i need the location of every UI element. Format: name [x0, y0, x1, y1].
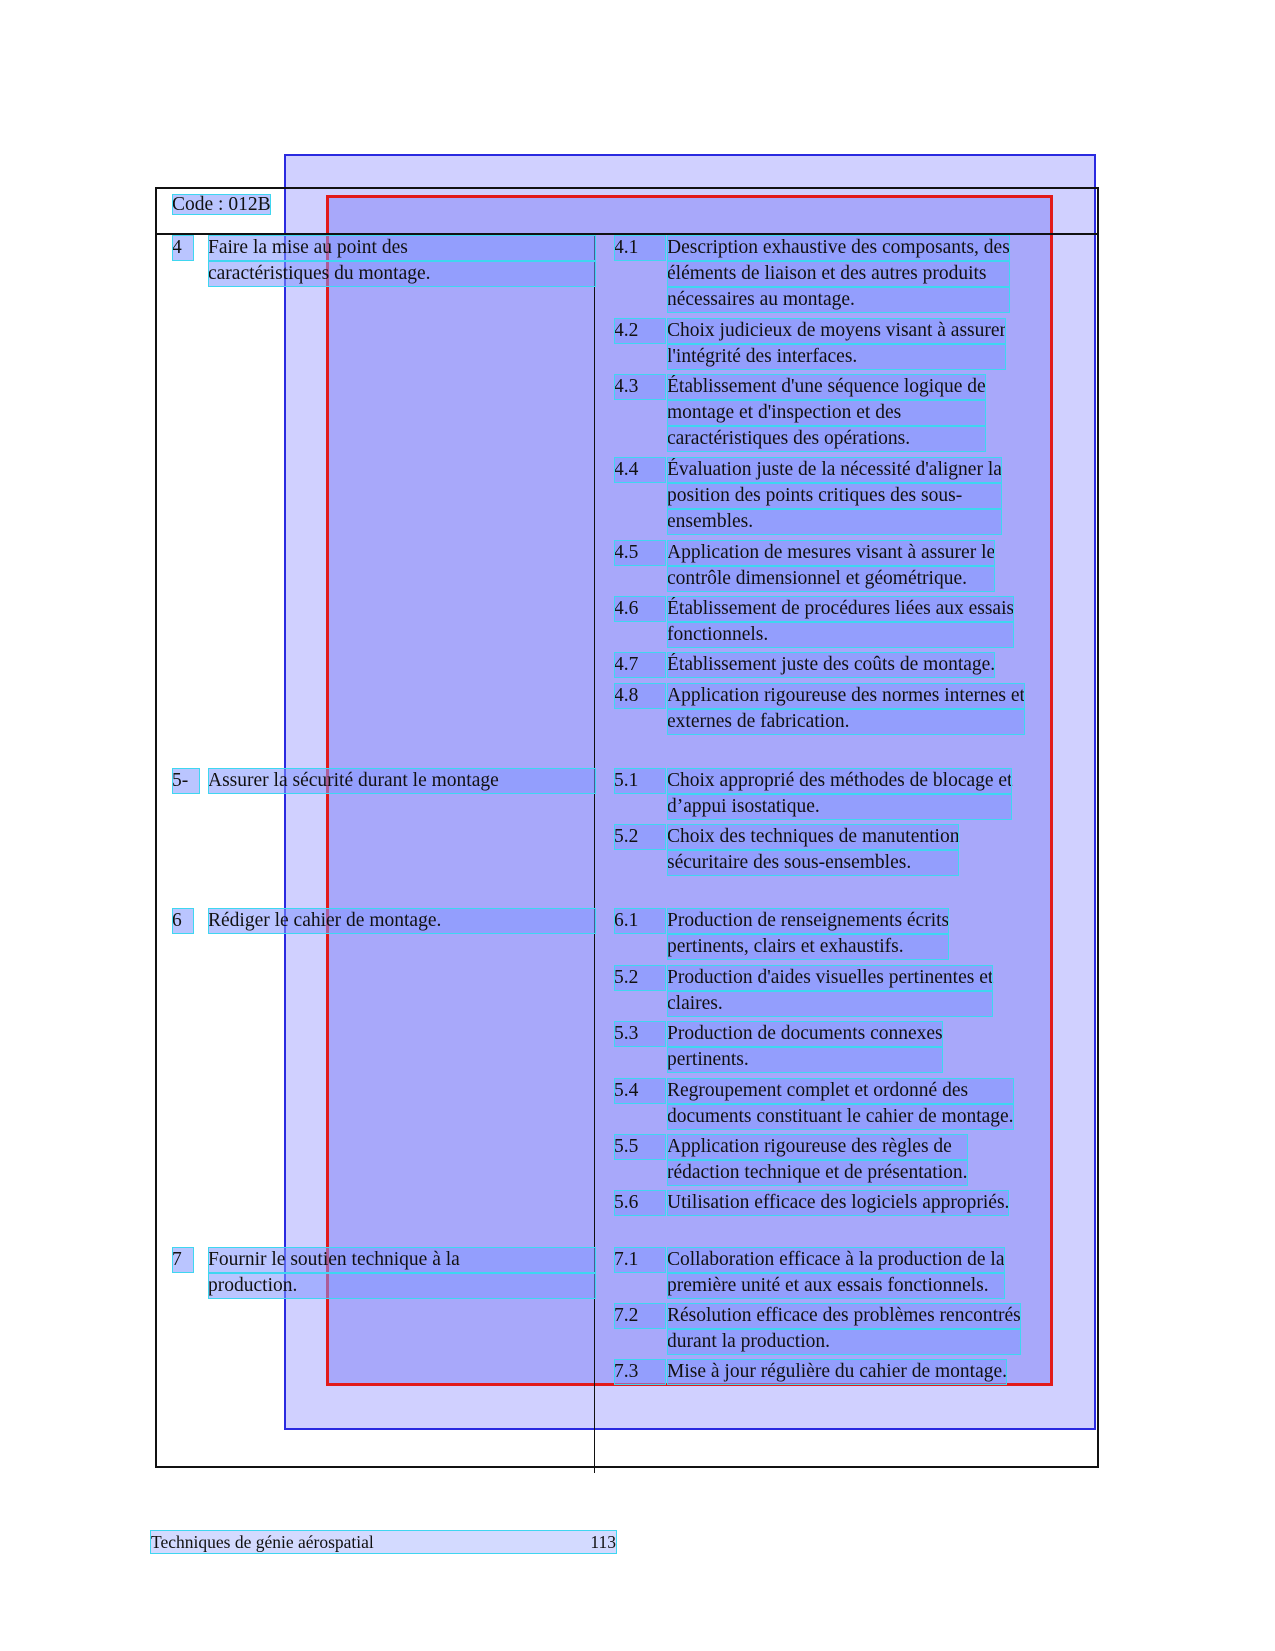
competency-statement: Faire la mise au point des caractéristiques du montage. [208, 235, 596, 287]
competency-statement: Rédiger le cahier de montage. [208, 908, 596, 934]
page-number: 113 [590, 1532, 616, 1552]
competency-number: 7 [172, 1247, 194, 1273]
competency-number: 5- [172, 768, 200, 794]
competency-statement: Fournir le soutien technique à la production. [208, 1247, 596, 1299]
document-page: Code : 012B 4 Faire la mise au point des caractéristiques du montage. 4.1 Description exhaustive des composants, des éléments de liaison et des autres produits nécessaires au montage. 4.2 Choix judicieux de moyens visant à assurer l'intégrité des interfaces. 4.3 Établissement d'une séquence logique de montage et d'inspection et des caractéristiques des opérations. 4.4 Évaluation juste de la nécessité d'aligner la position des points critiques des sous- ensembles. 4.5 Application de mesures visant à assurer le contrôle dimensionnel et géométrique. 4.6 Établissement de procédures liées aux essais fonctionnels. 4.7 Établissement juste des coûts de montage. 4.8 Application rigoureuse des normes internes et externes de fabrication. 5- Assurer la sécurité durant le montage 5.1 Choix approprié des méthodes de blocage et d’appui isostatique. 5.2 Choix des techniques de manutention sécuritaire des sous-ensembles. 6 Rédiger le cahier de montage. 6.1 Production de renseignements écrits pertinents, clairs et exhaustifs. 5.2 Production d'aides visuelles pertinentes et claires. 5.3 Production de documents connexes pertinents. 5.4 Regroupement complet et ordonné des documents constituant le cahier de montage. 5.5 Application rigoureuse des règles de rédaction technique et de présentation. 5.6 Utilisation efficace des logiciels appropriés. 7 Fournir le soutien technique à la production. 7.1 Collaboration efficace à la production de la première unité et aux essais fonctionnels. 7.2 Résolution efficace des problèmes rencontrés durant la production. 7.3 Mise à jour régulière du cahier de montage. Techniques de génie aérospatial 113 [0, 0, 1275, 1651]
competency-number: 4 [172, 235, 194, 261]
competency-statement: Assurer la sécurité durant le montage [208, 768, 596, 794]
competency-number: 6 [172, 908, 194, 934]
footer-title: Techniques de génie aérospatial [151, 1532, 374, 1552]
code-label: Code : 012B [172, 194, 271, 215]
